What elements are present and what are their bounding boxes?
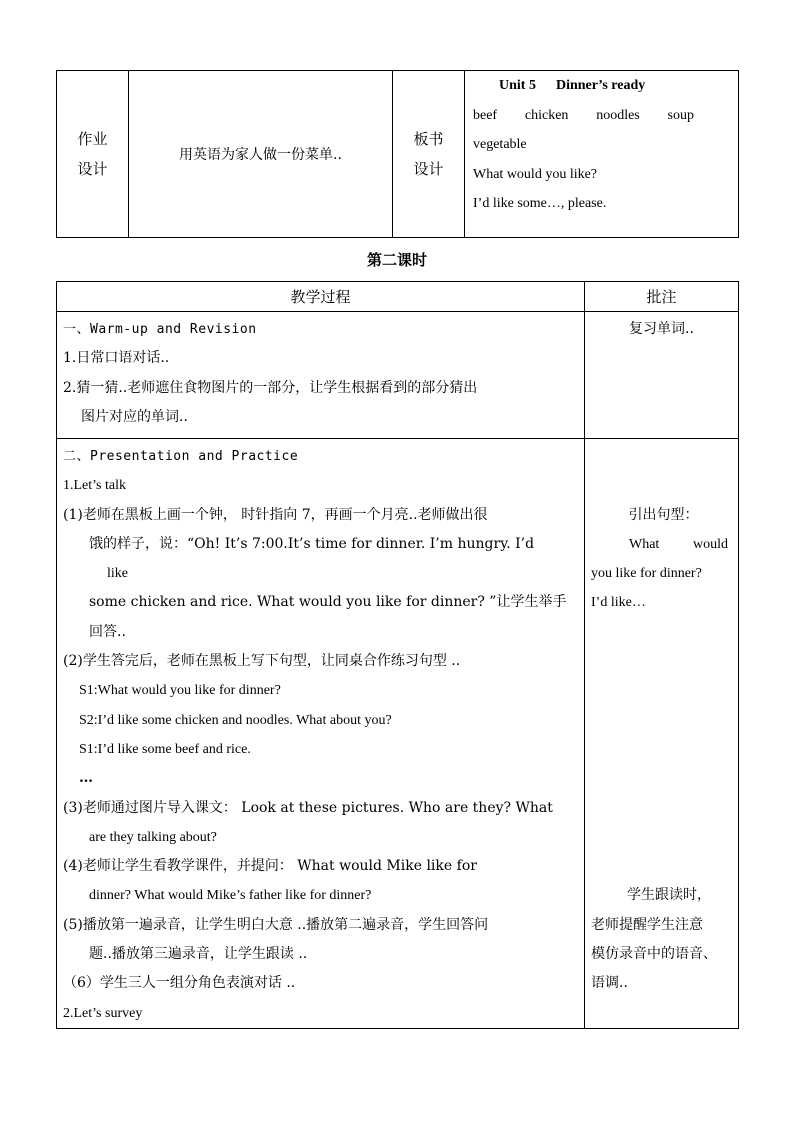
block2-note: 老师提醒学生注意 [591, 916, 703, 933]
homework-content: 用英语为家人做一份菜单.. [179, 147, 342, 163]
block1-heading: 一、Warm-up and Revision [63, 322, 257, 337]
board-sentence-2: I’d like some…, please. [473, 196, 607, 211]
block2-line: (1)老师在黑板上画一个钟， 时针指向 7，再画一个月亮..老师做出很 [63, 506, 488, 523]
block2-line: （6）学生三人一组分角色表演对话 .. [63, 975, 296, 992]
block1-note-cell [585, 312, 739, 439]
header-notes: 批注 [585, 282, 739, 312]
block2-note-word: What [629, 536, 660, 552]
board-title: Dinner’s ready [555, 78, 646, 93]
homework-label-cell [57, 71, 129, 238]
block2-note: 模仿录音中的语音、 [591, 946, 717, 963]
board-content-cell [465, 71, 739, 238]
block2-note: 引出句型： [628, 506, 699, 523]
block2-line: 题..播放第三遍录音，让学生跟读 .. [89, 946, 308, 963]
block2-dialogue-line: S1:I’d like some beef and rice. [79, 741, 251, 757]
block2-note: you like for dinner? [591, 566, 702, 582]
block2-note: 语调.. [591, 975, 628, 992]
block2-note-line [591, 530, 736, 559]
homework-content-cell [129, 71, 393, 238]
homework-label-line2: 设计 [77, 160, 108, 178]
board-label-line1: 板书 [413, 130, 444, 148]
block2-line: (4)老师让学生看教学课件，并提问： What would Mike like for [63, 858, 477, 875]
board-unit-line [473, 71, 738, 101]
block2-note: 学生跟读时， [627, 887, 711, 904]
board-word: beef [473, 107, 498, 123]
block2-note-cell [585, 439, 739, 1029]
block2-content [57, 439, 585, 1029]
block2-line: some chicken and rice. What would you like for dinner? ”让学生举手 [89, 594, 567, 611]
board-unit: Unit 5 [499, 78, 536, 93]
block2-dialogue-line: S1:What would you like for dinner? [79, 683, 281, 699]
block2-line: 回答.. [89, 623, 126, 640]
board-words-line [473, 101, 738, 131]
block2-line: (3)老师通过图片导入课文： Look at these pictures. Who are they? What [63, 799, 553, 816]
homework-label-line1: 作业 [77, 130, 108, 148]
block2-dialogue-line: S2:I’d like some chicken and noodles. What about you? [79, 712, 392, 728]
block2-note: I’d like… [591, 595, 646, 611]
block2-line: 饿的样子，说：“Oh! It’s 7:00.It’s time for dinner. I’m hungry. I’d [89, 535, 535, 552]
board-label-line2: 设计 [413, 160, 444, 178]
block1-line: 1.日常口语对话.. [63, 350, 170, 367]
block1-line: 2.猜一猜..老师遮住食物图片的一部分，让学生根据看到的部分猜出 [63, 379, 478, 396]
board-word: chicken [524, 107, 569, 123]
block2-line: like [107, 566, 128, 582]
teaching-process-table [56, 281, 739, 1029]
board-word: soup [667, 107, 694, 123]
block1-content [57, 312, 585, 439]
block2-line: dinner? What would Mike’s father like for dinner? [89, 888, 372, 904]
block2-line: are they talking about? [89, 829, 217, 845]
block2-line: 2.Let’s survey [63, 1005, 143, 1021]
board-sentence-1: What would you like? [473, 166, 598, 182]
board-word: noodles [596, 107, 640, 123]
block2-ellipsis: … [79, 770, 93, 787]
block1-line: 图片对应的单词.. [81, 408, 188, 425]
header-process: 教学过程 [57, 282, 585, 312]
block1-note: 复习单词.. [629, 321, 694, 337]
board-label-cell [393, 71, 465, 238]
block2-line: (2)学生答完后，老师在黑板上写下句型，让同桌合作练习句型 .. [63, 653, 461, 670]
block2-line: (5)播放第一遍录音，让学生明白大意 ..播放第二遍录音，学生回答问 [63, 916, 489, 933]
block2-line: 1.Let’s talk [63, 478, 126, 494]
section-title: 第二课时 [366, 251, 427, 269]
homework-board-table [56, 70, 739, 238]
block2-heading: 二、Presentation and Practice [63, 449, 299, 464]
block2-note-word: would [693, 536, 728, 552]
board-word-vegetable: vegetable [473, 137, 527, 152]
